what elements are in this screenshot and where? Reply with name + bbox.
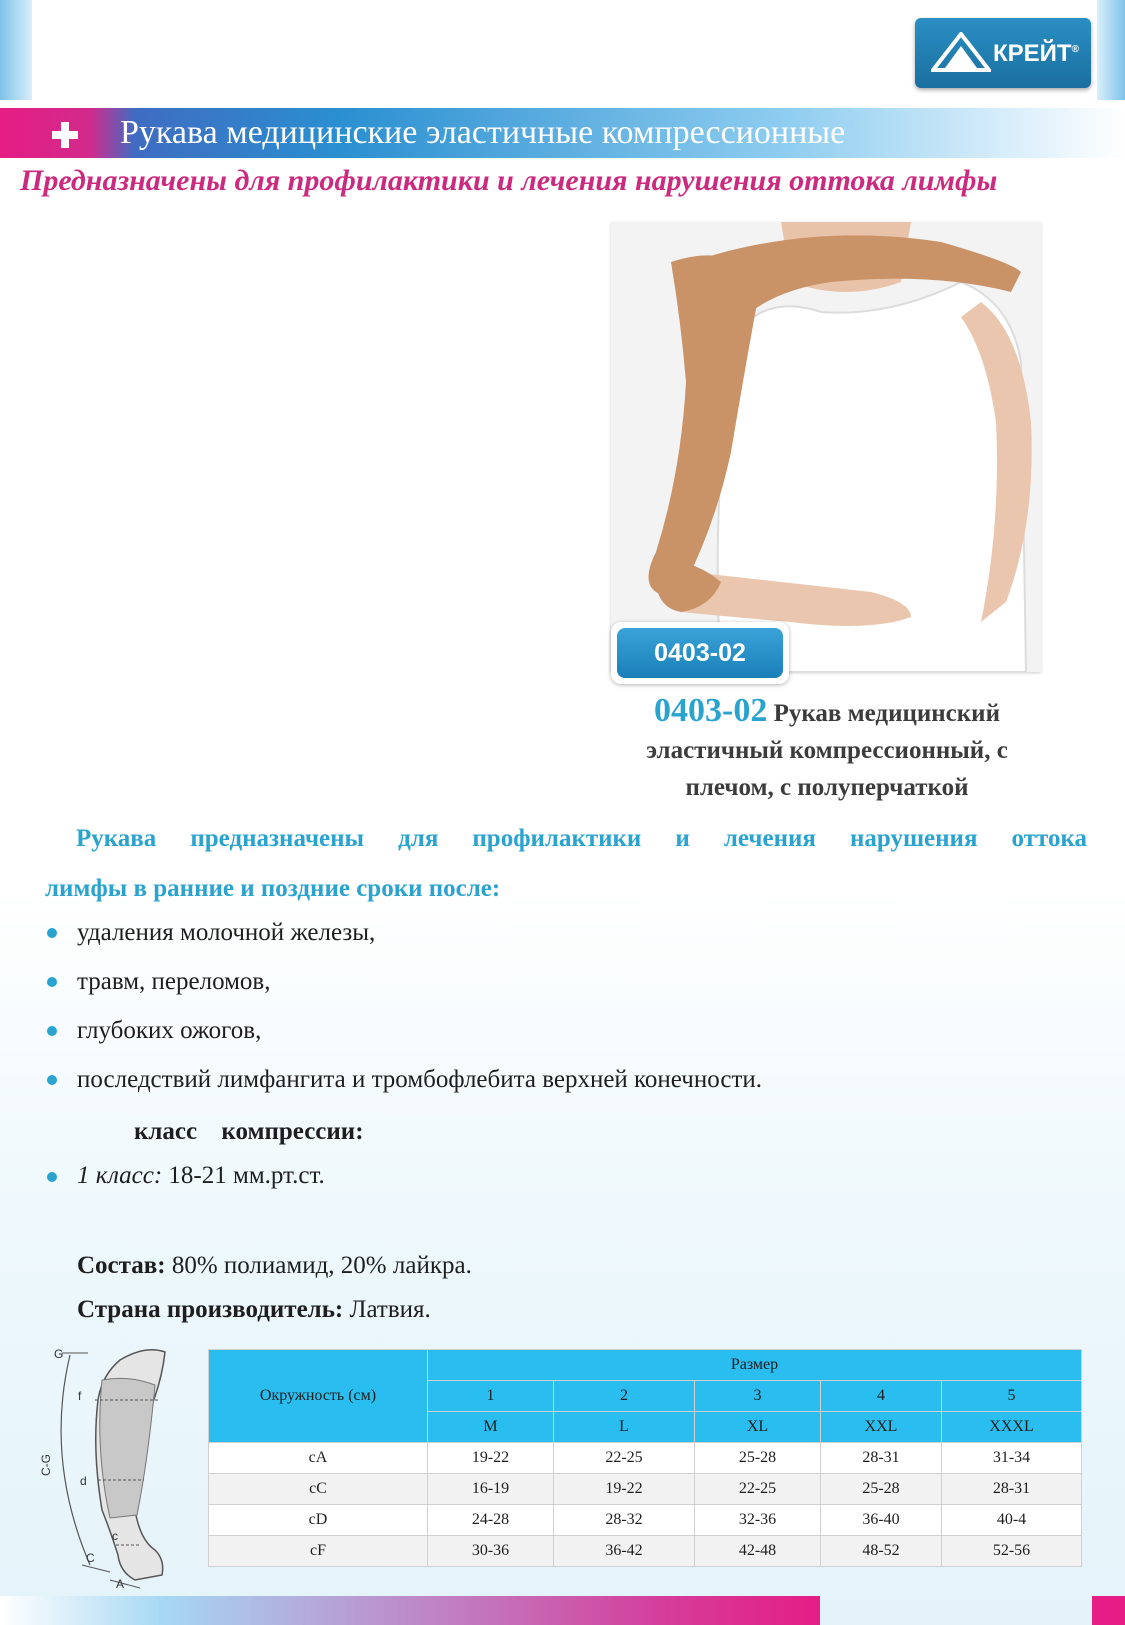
intro-word: профилактики: [472, 825, 642, 852]
product-caption-line3: плечом, с полуперчаткой: [685, 774, 969, 801]
table-cell: 28-31: [942, 1474, 1082, 1505]
compression-class-heading: класс компрессии:: [134, 1118, 364, 1145]
right-edge-decoration: [1097, 0, 1125, 100]
product-caption-code: 0403-02: [654, 692, 768, 729]
list-item: удаления молочной железы,: [45, 908, 762, 957]
table-cell: 40-4: [942, 1505, 1082, 1536]
bullet-icon: [47, 1075, 57, 1085]
diagram-label: C-G: [40, 1454, 53, 1476]
size-number-cell: 5: [942, 1381, 1082, 1412]
country-value: Латвия.: [343, 1296, 431, 1323]
intro-word: для: [398, 825, 439, 852]
table-cell: 52-56: [942, 1536, 1082, 1567]
diagram-label: A: [116, 1577, 125, 1591]
table-cell: 22-25: [554, 1443, 695, 1474]
list-item: последствий лимфангита и тромбофлебита верхней конечности.: [45, 1055, 762, 1104]
size-letter-cell: XXL: [821, 1412, 942, 1443]
row-label-cell: cF: [209, 1536, 428, 1567]
product-caption: [612, 692, 1042, 806]
table-cell: 25-28: [821, 1474, 942, 1505]
table-cell: 30-36: [428, 1536, 554, 1567]
compression-class-item: [77, 1162, 325, 1190]
size-table: [208, 1349, 1082, 1567]
bullet-icon: [47, 928, 57, 938]
intro-word: оттока: [1011, 825, 1087, 852]
size-number-cell: 4: [821, 1381, 942, 1412]
size-letter-cell: XXXL: [942, 1412, 1082, 1443]
left-edge-decoration: [0, 0, 32, 100]
page-subtitle: Предназначены для профилактики и лечения нарушения оттока лимфы: [20, 164, 998, 197]
intro-line-2: лимфы в ранние и поздние сроки после:: [45, 875, 501, 902]
intro-word: нарушения: [849, 825, 978, 852]
intro-word: лечения: [723, 825, 816, 852]
size-number-cell: 1: [428, 1381, 554, 1412]
logo-text: КРЕЙТ®: [993, 40, 1079, 67]
table-cell: 19-22: [554, 1474, 695, 1505]
table-cell: 28-31: [821, 1443, 942, 1474]
row-label-cell: cC: [209, 1474, 428, 1505]
composition-line: [77, 1252, 472, 1280]
product-caption-line2: эластичный компрессионный, с: [646, 737, 1008, 764]
size-letter-cell: M: [428, 1412, 554, 1443]
size-header: Размер: [428, 1350, 1082, 1381]
composition-value: 80% полиамид, 20% лайкра.: [165, 1252, 472, 1279]
table-cell: 22-25: [695, 1474, 821, 1505]
composition-label: Состав:: [77, 1252, 166, 1279]
intro-paragraph: [45, 814, 1087, 914]
diagram-label: G: [54, 1347, 64, 1361]
circumference-header: Окружность (см): [209, 1350, 428, 1443]
indications-list: [45, 908, 762, 1104]
bottom-right-accent: [1092, 1596, 1125, 1625]
product-photo: [611, 222, 1041, 672]
banner-title: Рукава медицинские эластичные компрессионные: [120, 114, 846, 151]
table-cell: 36-42: [554, 1536, 695, 1567]
table-cell: 48-52: [821, 1536, 942, 1567]
bullet-icon: [47, 977, 57, 987]
row-label-cell: cA: [209, 1443, 428, 1474]
size-letter-cell: L: [554, 1412, 695, 1443]
arm-measurement-diagram: [40, 1340, 200, 1592]
diagram-label: f: [78, 1389, 82, 1403]
table-cell: 31-34: [942, 1443, 1082, 1474]
intro-word: предназначены: [190, 825, 365, 852]
table-cell: 32-36: [695, 1505, 821, 1536]
table-row: [209, 1443, 1082, 1474]
table-row: [209, 1505, 1082, 1536]
bullet-icon: [47, 1026, 57, 1036]
kreit-logo[interactable]: [915, 18, 1091, 88]
country-label: Страна производитель:: [77, 1296, 344, 1323]
product-code-badge-text: 0403-02: [617, 628, 783, 678]
header-blank-area: [68, 22, 678, 102]
intro-word: Рукава: [76, 825, 157, 852]
diagram-label: C: [86, 1551, 95, 1565]
compression-class-label: 1 класс:: [77, 1162, 163, 1189]
list-item: травм, переломов,: [45, 957, 762, 1006]
intro-word: и: [675, 825, 690, 852]
table-row: [209, 1536, 1082, 1567]
product-code-badge: [611, 622, 789, 684]
product-caption-line1: Рукав медицинский: [767, 700, 1000, 727]
row-label-cell: cD: [209, 1505, 428, 1536]
medical-cross-icon: [52, 122, 78, 148]
size-number-cell: 2: [554, 1381, 695, 1412]
table-cell: 28-32: [554, 1505, 695, 1536]
table-cell: 25-28: [695, 1443, 821, 1474]
intro-line-1: [45, 814, 1087, 864]
size-number-cell: 3: [695, 1381, 821, 1412]
compression-class-value: 18-21 мм.рт.ст.: [162, 1162, 325, 1189]
bottom-gradient-bar: [0, 1596, 820, 1625]
list-item: глубоких ожогов,: [45, 1006, 762, 1055]
table-cell: 36-40: [821, 1505, 942, 1536]
diagram-label: d: [80, 1474, 87, 1488]
country-line: [77, 1296, 431, 1324]
table-cell: 24-28: [428, 1505, 554, 1536]
pyramid-logo-icon: [931, 32, 991, 72]
diagram-label: c: [112, 1529, 118, 1543]
size-letter-cell: XL: [695, 1412, 821, 1443]
bullet-icon: [47, 1172, 57, 1182]
table-row: [209, 1474, 1082, 1505]
sleeve-model-illustration: [611, 222, 1041, 672]
table-cell: 16-19: [428, 1474, 554, 1505]
table-cell: 42-48: [695, 1536, 821, 1567]
table-cell: 19-22: [428, 1443, 554, 1474]
